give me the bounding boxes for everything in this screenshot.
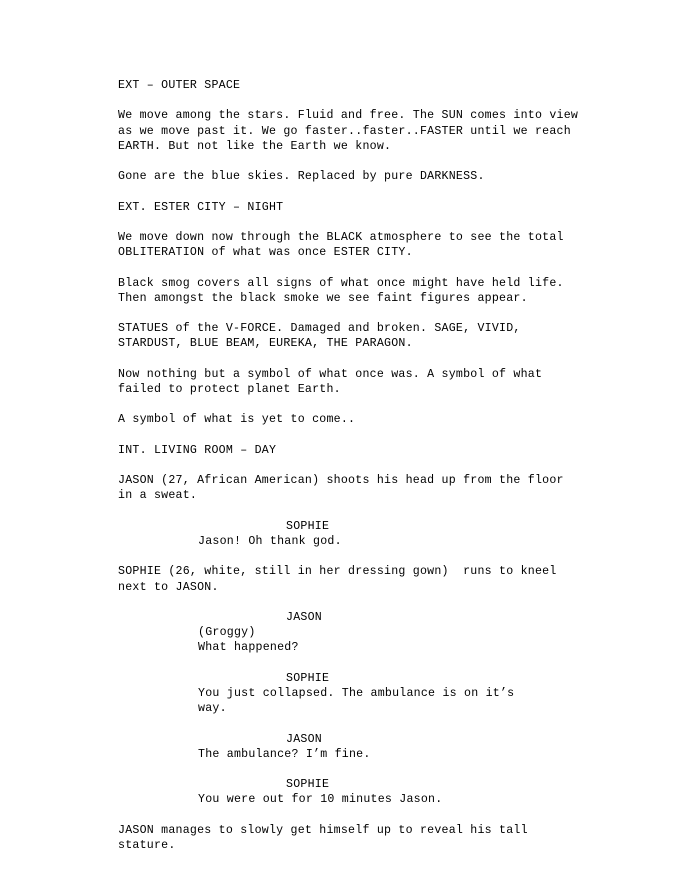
dialogue-line: You were out for 10 minutes Jason. (198, 793, 443, 807)
dialogue-line: What happened? (198, 641, 299, 655)
character-cue: JASON (286, 732, 322, 746)
action-line: We move among the stars. Fluid and free. The SUN comes into view as we move past it. We go faster..faster..FASTER until we reach EARTH. But not like the Earth we know. (118, 109, 586, 153)
parenthetical: (Groggy) (198, 626, 256, 640)
character-cue: SOPHIE (286, 671, 330, 685)
action-line: Now nothing but a symbol of what once was. A symbol of what failed to protect planet Earth. (118, 367, 550, 396)
screenplay-body (118, 78, 584, 853)
action-line: Black smog covers all signs of what once might have held life. Then amongst the black smoke we see faint figures appear. (118, 276, 571, 305)
character-cue: JASON (286, 610, 322, 624)
action-line: We move down now through the BLACK atmosphere to see the total OBLITERATION of what was once ESTER CITY. (118, 230, 571, 260)
dialogue-line: You just collapsed. The ambulance is on it’s way. (198, 686, 522, 716)
dialogue-line: Jason! Oh thank god. (198, 534, 342, 548)
action-line: SOPHIE (26, white, still in her dressing gown) runs to kneel next to JASON. (118, 565, 564, 594)
action-line: JASON (27, African American) shoots his head up from the floor in a sweat. (118, 474, 571, 503)
character-cue: SOPHIE (286, 778, 330, 792)
action-line: STATUES of the V-FORCE. Damaged and broken. SAGE, VIVID, STARDUST, BLUE BEAM, EUREKA, THE PARAGON. (118, 322, 528, 351)
scene-heading: INT. LIVING ROOM – DAY (118, 443, 277, 457)
scene-heading: EXT. ESTER CITY – NIGHT (118, 200, 284, 214)
action-line: A symbol of what is yet to come.. (118, 413, 356, 427)
dialogue-line: The ambulance? I’m fine. (198, 747, 371, 761)
character-cue: SOPHIE (286, 519, 330, 533)
action-line: Gone are the blue skies. Replaced by pure DARKNESS. (118, 170, 485, 184)
action-line: JASON manages to slowly get himself up to reveal his tall stature. (118, 823, 535, 852)
scene-heading: EXT – OUTER SPACE (118, 79, 241, 92)
